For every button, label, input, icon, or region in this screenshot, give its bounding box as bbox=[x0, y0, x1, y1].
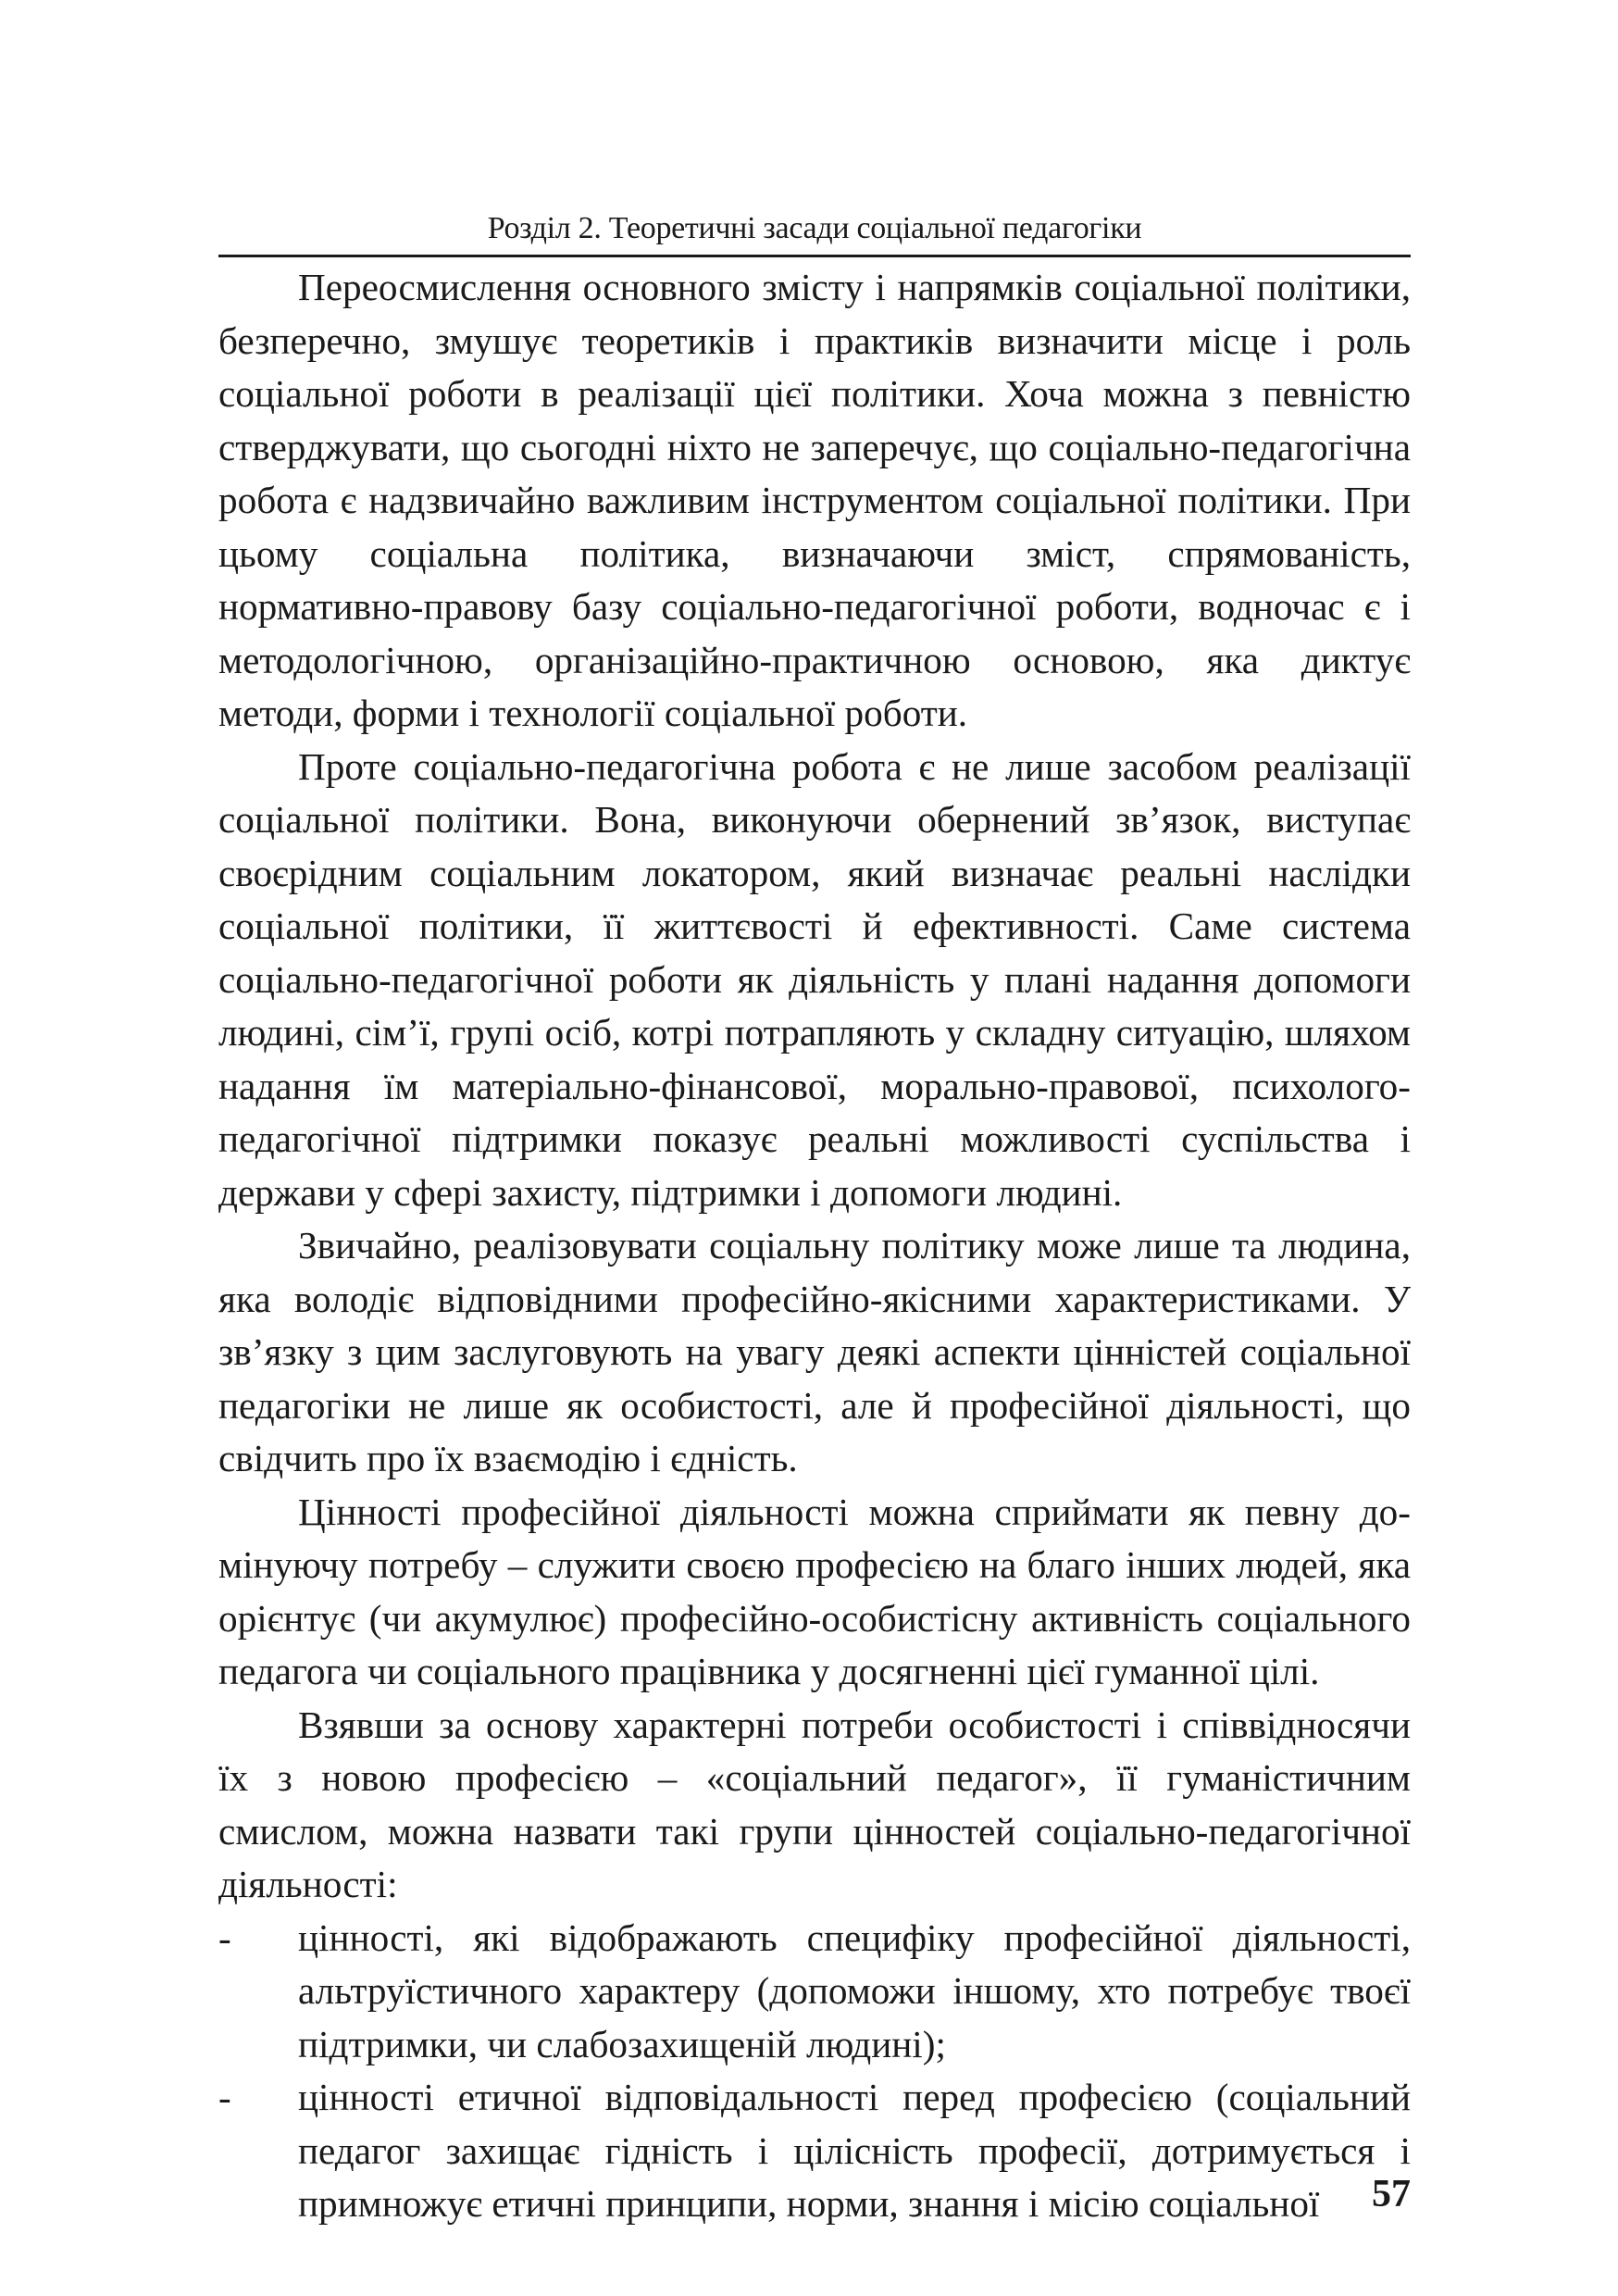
paragraph: Переосмислення основного змісту і напрямків соціальної політики, безперечно, змушує теоретиків і практиків визначити місце і роль соціальної роботи в реалізації цієї політики. Хоча можна з певністю стверджувати, що сьогодні ніхто не заперечує, що соціально-педагогічна робота є надзвичайно важливим інструментом соціальної політики. При цьому соціальна політика, визначаючи зміст, спрямованість, нормативно-правову базу соціально-педагогічної роботи, водночас є і методологічною, організаційно-практичною основою, яка диктує методи, форми і технології соціальної роботи. bbox=[218, 266, 1411, 734]
page-body bbox=[218, 261, 1411, 2231]
values-list bbox=[218, 1912, 1411, 2231]
book-page bbox=[218, 208, 1411, 2225]
paragraph: Проте соціально-педагогічна робота є не лише засобом реалізації соціальної політики. Вона, виконуючи обернений зв’язок, виступає своєрідним соціальним локатором, який визначає реальні наслідки соціальної політики, її життєвості й ефективності. Саме система соціально-педагогічної роботи як діяльність у плані надання допомоги людині, сім’ї, групі осіб, котрі потрапляють у складну ситуацію, шляхом надання їм матеріально-фінансової, морально-правової, психолого-педагогічної підтримки показує реальні можливості суспільства і держави у сфері захисту, підтримки і допомоги людині. bbox=[218, 744, 1411, 1214]
paragraph: Звичайно, реалізовувати соціальну політику може лише та людина, яка володіє відповідними професійно-якісними характеристиками. У зв’язку з цим заслуговують на увагу деякі аспекти цінністей соціальної педагогіки не лише як особистості, але й професійної діяльності, що свідчить про їх взаємодію і єдність. bbox=[218, 1224, 1411, 1479]
paragraph: Цінності професійної діяльності можна сприймати як певну домінуючу потребу – служити своєю професією на благо інших людей, яка орієнтує (чи акумулює) професійно-особистісну активність соціального педагога чи соціального працівника у досягненні цієї гуманної цілі. bbox=[218, 1490, 1411, 1692]
paragraph: Взявши за основу характерні потреби особистості і співвідносячи їх з новою професією – «соціальний педагог», її гуманістичним смислом, можна назвати такі групи цінностей соціально-педагогічної діяльності: bbox=[218, 1703, 1411, 1905]
list-item-text: цінності, які відображають специфіку професійної діяльності, альтруїстичного характеру (допоможи іншому, хто потребує твоєї підтримки, чи слабозахищеній людині); bbox=[298, 1915, 1411, 2065]
list-item bbox=[218, 1912, 1411, 2072]
running-header: Розділ 2. Теоретичні засади соціальної педагогіки bbox=[218, 208, 1411, 257]
list-item bbox=[218, 2071, 1411, 2231]
list-marker: - bbox=[218, 2076, 231, 2118]
list-item-text: цінності етичної відповідальності перед професією (соціальний педагог захищає гідність і цілісність професії, дотримується і примножує етичні принципи, норми, знання і місію соціальної bbox=[298, 2076, 1411, 2225]
page-number: 57 bbox=[1372, 2173, 1411, 2215]
list-marker: - bbox=[218, 1915, 231, 1959]
